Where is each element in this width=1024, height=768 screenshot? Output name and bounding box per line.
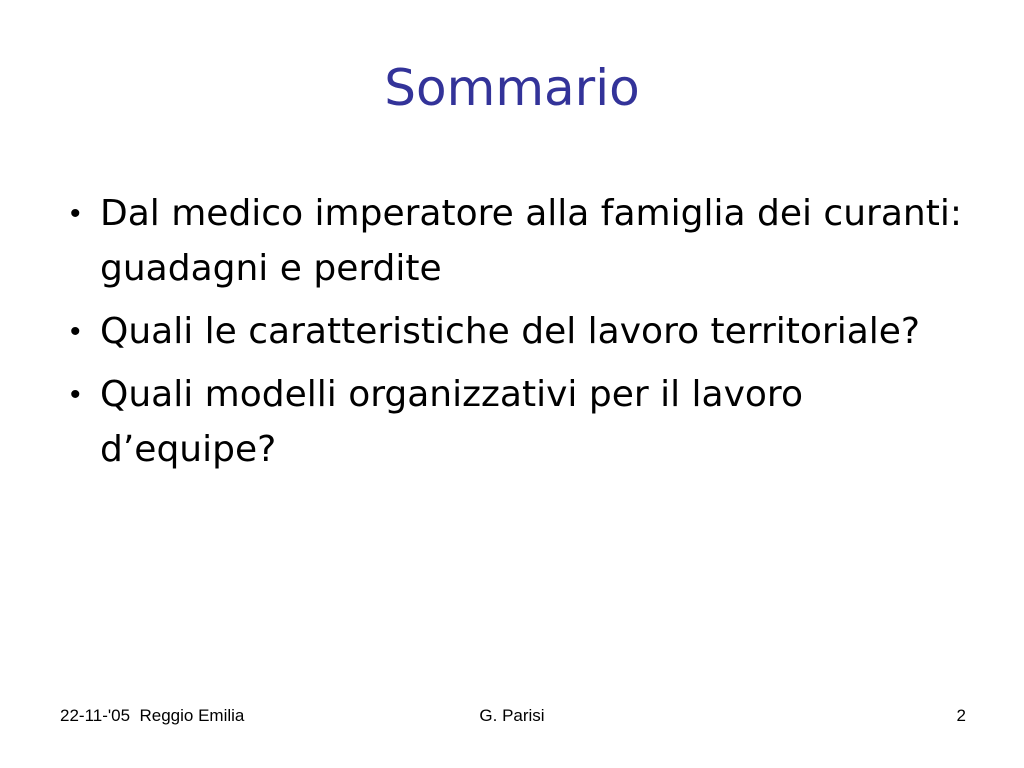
slide-title: Sommario bbox=[384, 59, 640, 117]
bullet-icon: • bbox=[70, 378, 81, 411]
bullet-item bbox=[62, 304, 962, 359]
bullet-icon: • bbox=[70, 315, 81, 348]
bullet-item bbox=[62, 186, 962, 296]
footer-author: G. Parisi bbox=[479, 706, 545, 725]
bullet-item bbox=[62, 367, 962, 477]
bullet-list bbox=[62, 186, 962, 485]
bullet-icon: • bbox=[70, 197, 81, 230]
footer-page-number: 2 bbox=[956, 706, 966, 725]
footer-date-location: 22-11-'05 Reggio Emilia bbox=[60, 706, 245, 725]
bullet-text: Quali modelli organizzativi per il lavoro d’equipe? bbox=[100, 374, 803, 470]
bullet-text: Quali le caratteristiche del lavoro territoriale? bbox=[100, 311, 921, 352]
bullet-text: Dal medico imperatore alla famiglia dei curanti: guadagni e perdite bbox=[100, 193, 962, 289]
